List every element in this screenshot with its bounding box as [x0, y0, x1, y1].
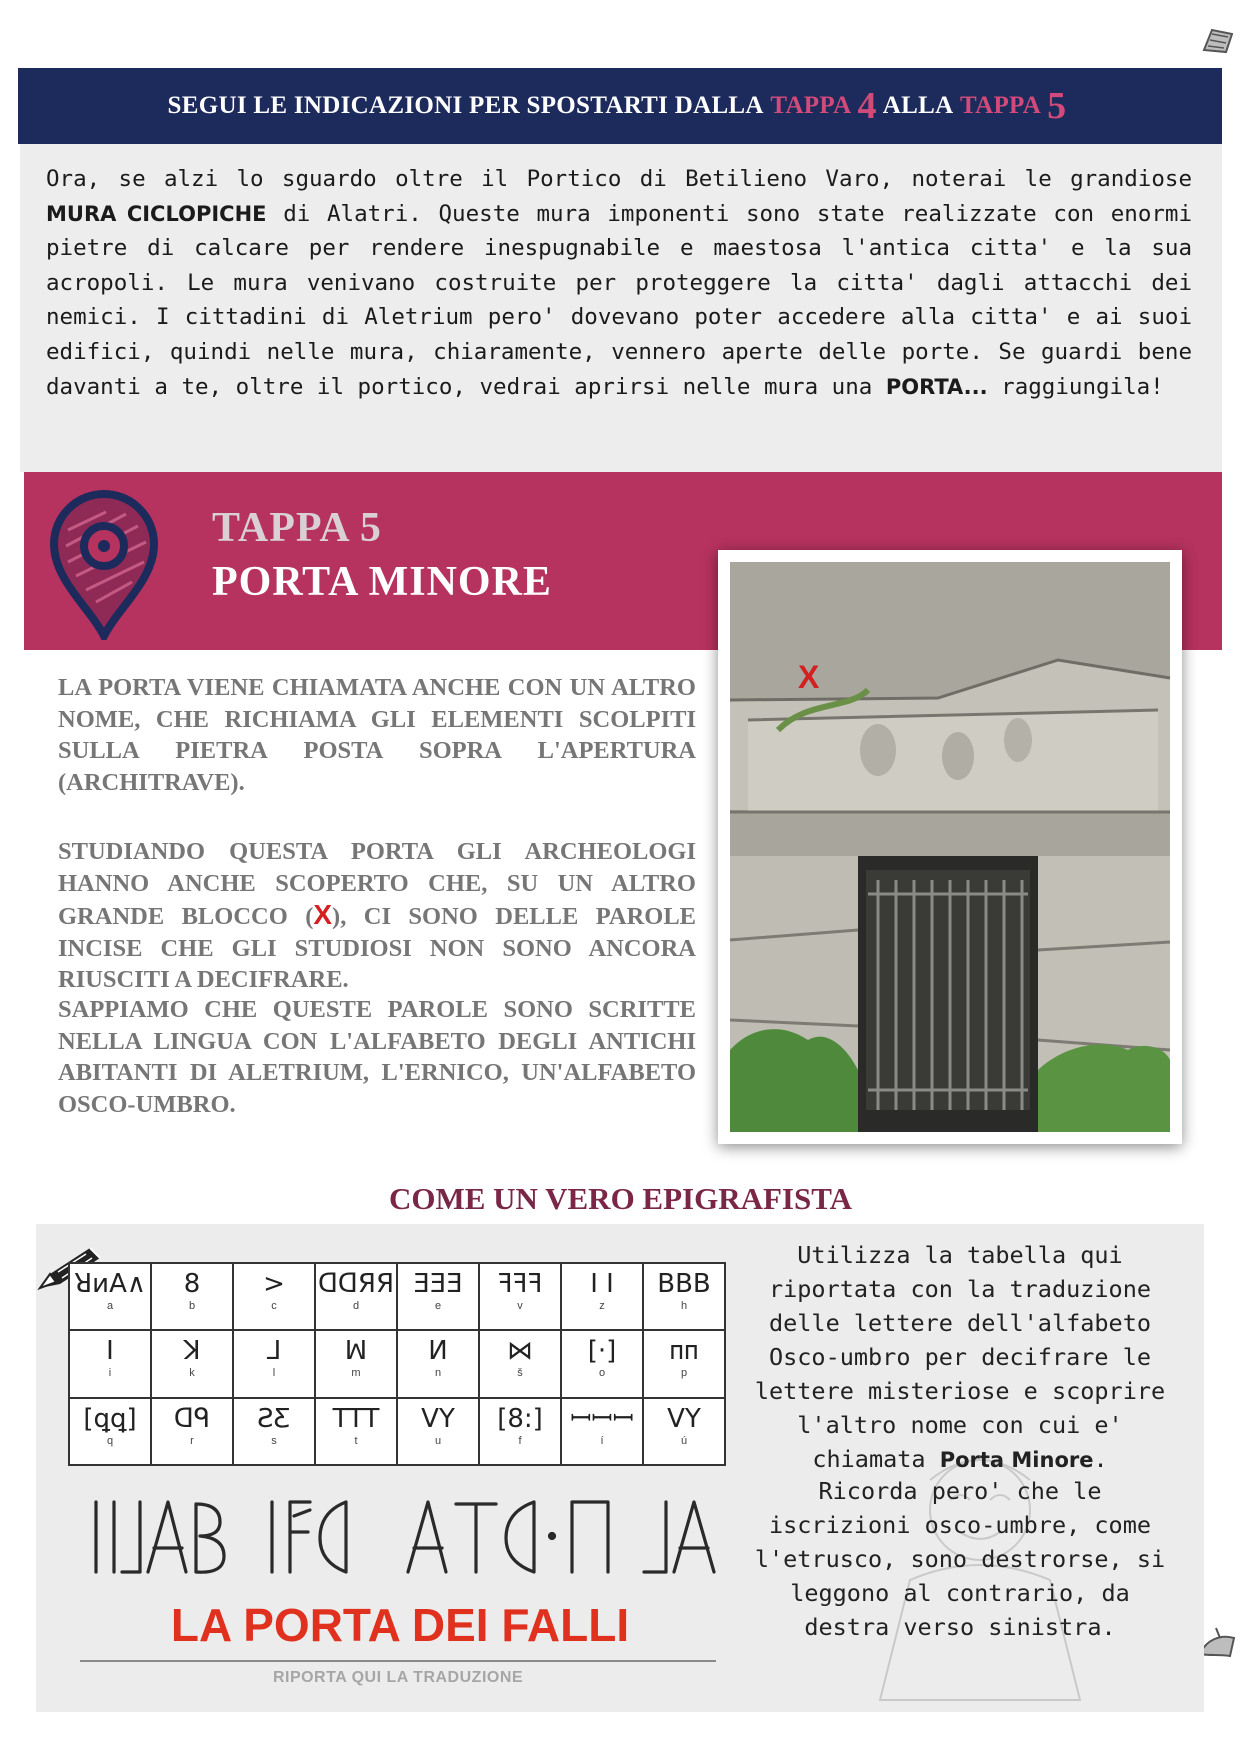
latin-letter: n — [434, 1367, 442, 1380]
oscan-glyph: I I — [590, 1269, 614, 1298]
oscan-glyph: ᴨᴨ — [669, 1336, 699, 1366]
oscan-glyph: TTT — [332, 1403, 380, 1433]
sign-icon — [1198, 24, 1238, 58]
latin-letter: h — [680, 1300, 688, 1312]
alphabet-cell — [561, 1263, 643, 1330]
alphabet-cell — [315, 1330, 397, 1397]
stop-name: PORTA MINORE — [212, 559, 552, 605]
oscan-glyph: [·] — [587, 1336, 617, 1366]
banner-from-num: 4 — [857, 85, 877, 127]
alphabet-cell — [69, 1330, 151, 1397]
alphabet-cell — [643, 1398, 725, 1465]
map-pin-icon — [46, 490, 162, 640]
oscan-alphabet-table — [68, 1262, 726, 1466]
alphabet-row — [69, 1263, 725, 1330]
oscan-glyph: VY — [421, 1403, 455, 1433]
alphabet-cell — [69, 1263, 151, 1330]
description-paragraph-2: STUDIANDO QUESTA PORTA GLI ARCHEOLOGI HANNO ANCHE SCOPERTO CHE, SU UN ALTRO GRANDE BLOCCO (X), CI SONO DELLE PAROLE INCISE CHE GLI STUDIOSI NON SONO ANCORA RIUSCITI A DECIFRARE. — [58, 838, 696, 993]
banner-to-num: 5 — [1047, 85, 1067, 127]
alphabet-cell — [69, 1398, 151, 1465]
oscan-glyph: VY — [667, 1403, 701, 1433]
latin-letter: d — [352, 1300, 360, 1312]
latin-letter: o — [598, 1367, 606, 1380]
alphabet-cell — [643, 1330, 725, 1397]
alphabet-cell — [479, 1330, 561, 1397]
oscan-glyph: ꓘ — [183, 1336, 201, 1366]
alphabet-cell — [479, 1398, 561, 1465]
alphabet-cell — [151, 1330, 233, 1397]
alphabet-cell — [233, 1263, 315, 1330]
oscan-glyph: ᗡᑫ — [173, 1403, 211, 1433]
oscan-glyph: И — [428, 1336, 448, 1366]
alphabet-cell — [643, 1263, 725, 1330]
oscan-glyph: I — [106, 1336, 114, 1366]
intro-text-3: raggiungila! — [1001, 373, 1164, 400]
section-title: COME UN VERO EPIGRAFISTA — [388, 1181, 853, 1216]
latin-letter: f — [518, 1434, 522, 1447]
oscan-glyph: [ꝗꝗ] — [83, 1403, 137, 1433]
oscan-glyph: ꟽ — [344, 1336, 368, 1366]
alphabet-cell — [151, 1398, 233, 1465]
latin-letter: m — [351, 1367, 361, 1380]
alphabet-cell — [397, 1398, 479, 1465]
latin-letter: v — [517, 1300, 523, 1312]
alphabet-row — [69, 1330, 725, 1397]
latin-letter: b — [188, 1300, 196, 1312]
alphabet-cell — [397, 1263, 479, 1330]
description-paragraph-1: LA PORTA VIENE CHIAMATA ANCHE CON UN ALTRO NOME, CHE RICHIAMA GLI ELEMENTI SCOLPITI SULLA PIETRA POSTA SOPRA L'APERTURA (ARCHITRAVE). — [58, 674, 696, 796]
alphabet-cell — [561, 1398, 643, 1465]
photo-marker: X — [798, 659, 820, 695]
latin-letter: r — [190, 1434, 194, 1447]
translation-line — [80, 1660, 716, 1662]
oscan-glyph: ꟻꟻꟻ — [497, 1269, 543, 1298]
oscan-glyph: ᗡᗡЯЯ — [317, 1269, 395, 1298]
latin-letter: š — [517, 1367, 523, 1380]
translation-answer: LA PORTA DEI FALLI — [170, 1599, 630, 1651]
latin-letter: k — [189, 1367, 195, 1380]
alphabet-cell — [315, 1398, 397, 1465]
stop-number: TAPPA 5 — [212, 505, 382, 551]
oscan-glyph: ⅃ — [266, 1336, 282, 1366]
alphabet-cell — [479, 1263, 561, 1330]
banner-to-label: TAPPA — [960, 92, 1042, 119]
oscan-glyph: ƧƸ — [257, 1403, 291, 1433]
intro-bold-door: PORTA... — [885, 374, 988, 399]
oscan-glyph: 8 — [183, 1269, 201, 1298]
oscan-glyph: > — [263, 1269, 285, 1298]
oscan-glyph: ꓤᴎA∧ — [74, 1269, 146, 1298]
latin-letter: í — [600, 1434, 604, 1447]
latin-letter: s — [271, 1434, 277, 1447]
banner-middle: ALLA — [882, 92, 954, 119]
translation-label: RIPORTA QUI LA TRADUZIONE — [272, 1669, 524, 1686]
latin-letter: i — [108, 1367, 112, 1380]
latin-letter: l — [272, 1367, 276, 1380]
latin-letter: ú — [680, 1434, 688, 1447]
alphabet-cell — [233, 1398, 315, 1465]
oscan-glyph: ƎƎƎ — [413, 1269, 463, 1298]
alphabet-cell — [561, 1330, 643, 1397]
intro-bold-walls: MURA CICLOPICHE — [46, 201, 267, 226]
latin-letter: q — [106, 1434, 114, 1447]
oscan-inscription — [84, 1492, 724, 1584]
alphabet-cell — [151, 1263, 233, 1330]
oscan-glyph: ꟷꟷꟷ — [570, 1403, 634, 1433]
latin-letter: e — [434, 1300, 442, 1312]
header-banner — [18, 68, 1222, 144]
oscan-glyph: [8:] — [497, 1403, 543, 1433]
intro-text-2: di Alatri. Queste mura imponenti sono state realizzate con enormi pietre di calcare per rendere inespugnabile e maestosa l'antica citta' e la sua acropoli. Le mura venivano costruite per proteggere la citta' dagli attacchi dei nemici. I cittadini di Aletrium pero' dovevano poter accedere alla citta' e ai suoi edifici, quindi nelle mura, chiaramente, vennero aperte delle porte. Se guardi bene davanti a te, oltre il portico, vedrai aprirsi nelle mura una — [46, 200, 1193, 400]
oscan-glyph: ⋈ — [507, 1336, 533, 1366]
block-marker: X — [313, 899, 333, 930]
latin-letter: c — [271, 1300, 277, 1312]
latin-letter: z — [599, 1300, 605, 1312]
oscan-glyph: BBB — [657, 1269, 711, 1298]
banner-prefix: SEGUI LE INDICAZIONI PER SPOSTARTI DALLA — [167, 92, 764, 119]
latin-letter: t — [354, 1434, 358, 1447]
latin-letter: a — [106, 1300, 114, 1312]
latin-letter: u — [434, 1434, 442, 1447]
latin-letter: p — [680, 1367, 688, 1380]
instruction-paragraph-2: Ricorda pero' che le iscrizioni osco-umbre, come l'etrusco, sono destrorse, si leggono al contrario, da destra verso sinistra. — [754, 1477, 1166, 1641]
alphabet-cell — [315, 1263, 397, 1330]
alphabet-cell — [397, 1330, 479, 1397]
banner-from-label: TAPPA — [770, 92, 852, 119]
instruction-paragraph-1: Utilizza la tabella qui riportata con la traduzione delle lettere dell'alfabeto Osco-umbro per decifrare le lettere misteriose e scoprire l'altro nome con cui e' chiamata Porta Minore. — [754, 1241, 1166, 1473]
alphabet-cell — [233, 1330, 315, 1397]
instruction-bold-porta: Porta Minore — [939, 1448, 1094, 1472]
alphabet-row — [69, 1398, 725, 1465]
intro-text-1: Ora, se alzi lo sguardo oltre il Portico di Betilieno Varo, noterai le grandiose — [46, 166, 1192, 192]
intro-paragraph — [46, 162, 1192, 404]
description-paragraph-3: SAPPIAMO CHE QUESTE PAROLE SONO SCRITTE NELLA LINGUA CON L'ALFABETO DEGLI ANTICHI ABITANTI DI ALETRIUM, L'ERNICO, UN'ALFABETO OSCO-UMBRO. — [58, 996, 696, 1118]
porta-minore-photo — [718, 550, 1182, 1144]
